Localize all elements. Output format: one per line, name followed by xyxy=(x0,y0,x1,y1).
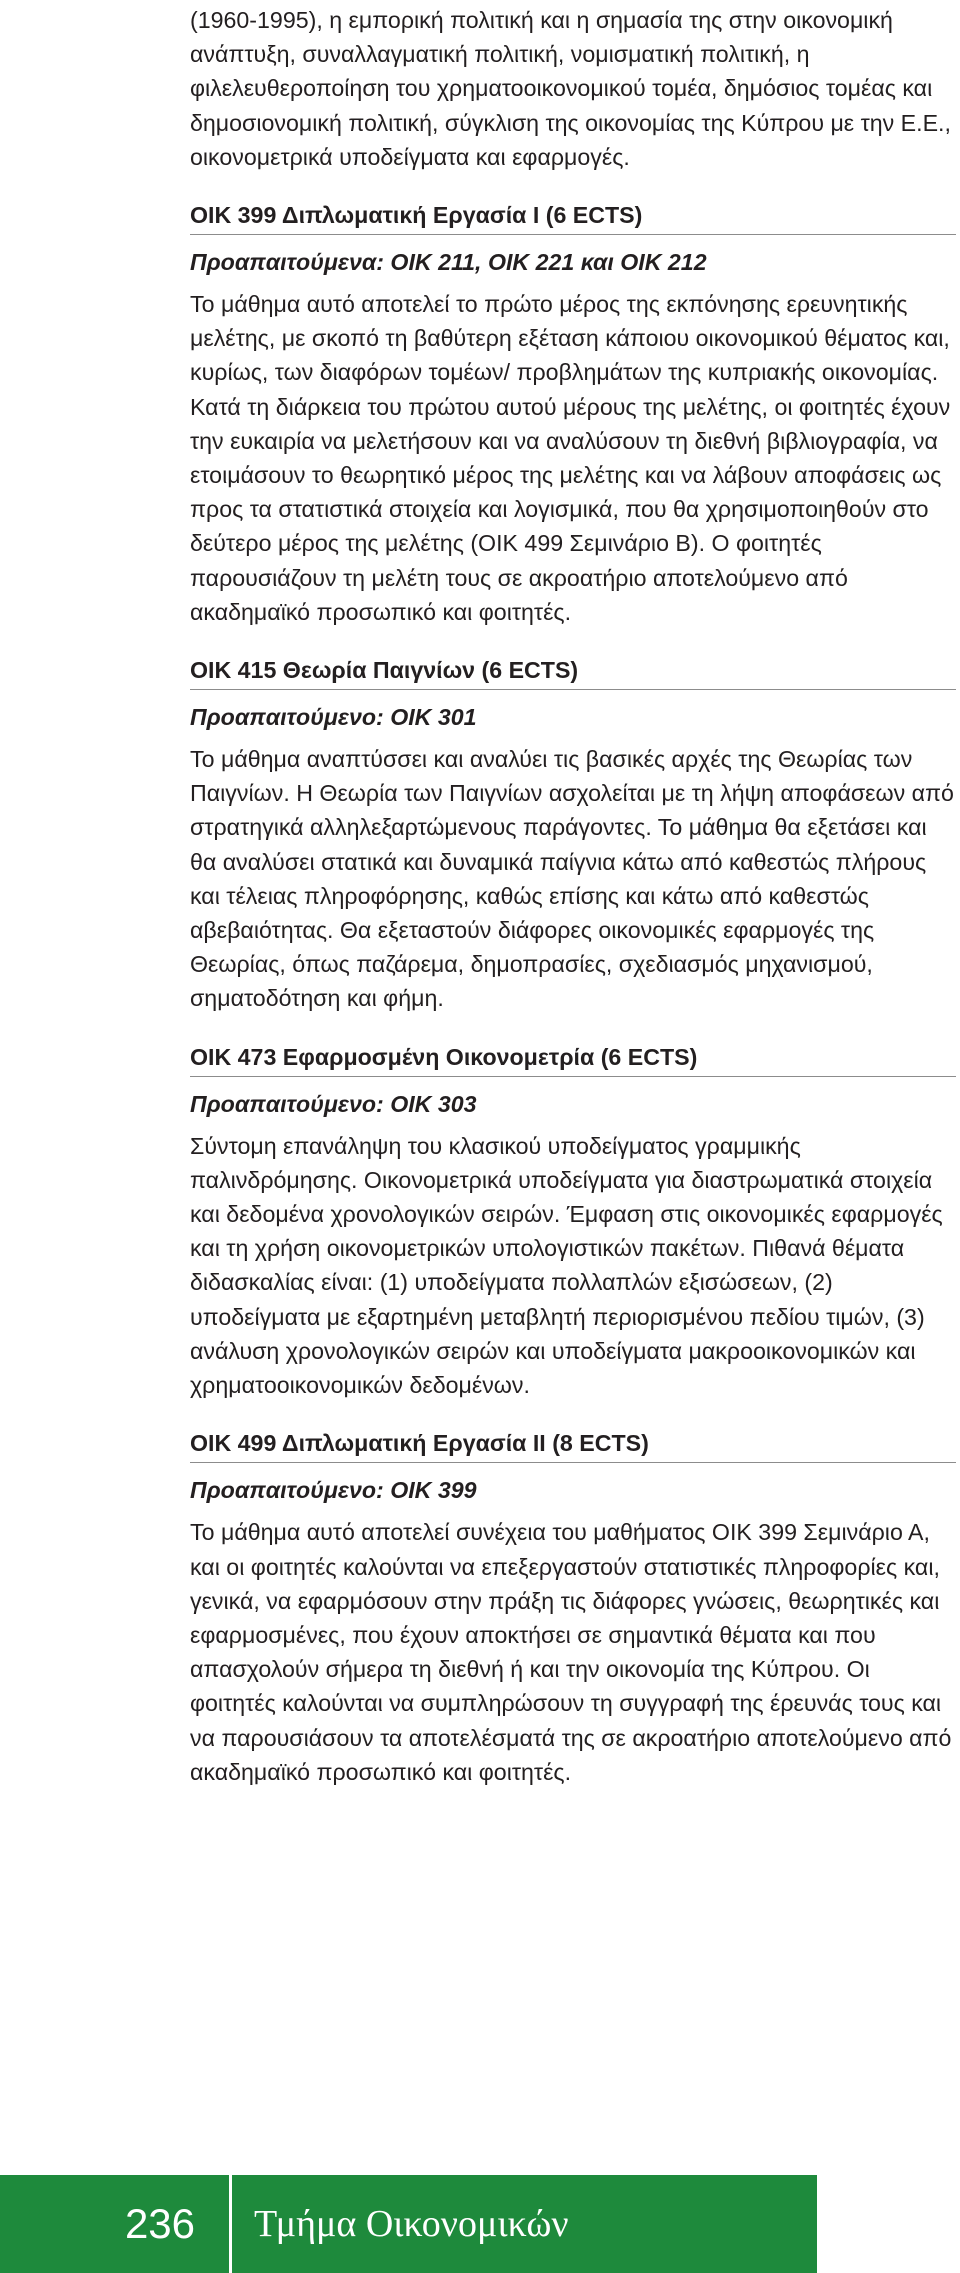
course-oik-415 xyxy=(190,655,956,1016)
course-description: Σύντομη επανάληψη του κλασικού υποδείγματος γραμμικής παλινδρόμησης. Οικονομετρικά υποδείγματα για διαστρωματικά στοιχεία και δεδομένα χρονολογικών σειρών. Έμφαση στις οικονομικές εφαρμογές και τη χρήση οικονομετρικών υπολογιστικών πακέτων. Πιθανά θέματα διδασκαλίας είναι: (1) υποδείγματα πολλαπλών εξισώσεων, (2) υποδείγματα με εξαρτημένη μεταβλητή περιορισμένου πεδίου τιμών, (3) ανάλυση χρονολογικών σειρών και υποδείγματα μακροοικονομικών και χρηματοοικονομικών δεδομένων. xyxy=(190,1132,943,1399)
course-title: ΟΙΚ 473 Εφαρμοσμένη Οικονομετρία (6 ECTS) xyxy=(190,1043,698,1070)
footer-divider xyxy=(229,2175,232,2273)
course-title: ΟΙΚ 415 Θεωρία Παιγνίων (6 ECTS) xyxy=(190,657,579,684)
course-description: Το μάθημα αναπτύσσει και αναλύει τις βασικές αρχές της Θεωρίας των Παιγνίων. Η Θεωρία των Παιγνίων ασχολείται με τη λήψη αποφάσεων από στρατηγικά αλληλεξαρτώμενους παράγοντες. Το μάθημα θα εξετάσει και θα αναλύσει στατικά και δυναμικά παίγνια κάτω από καθεστώς πλήρους και τέλειας πληροφόρησης, καθώς επίσης και κάτω από καθεστώς αβεβαιότητας. Θα εξεταστούν διάφορες οικονομικές εφαρμογές της Θεωρίας, όπως παζάρεμα, δημοπρασίες, σχεδιασμός μηχανισμού, σηματοδότηση και φήμη. xyxy=(190,746,954,1012)
course-oik-399 xyxy=(190,200,956,629)
course-prerequisites: Προαπαιτούμενο: ΟΙΚ 303 xyxy=(190,1090,477,1117)
course-oik-499 xyxy=(190,1428,956,1789)
course-oik-473 xyxy=(190,1042,956,1403)
course-prerequisites: Προαπαιτούμενο: ΟΙΚ 301 xyxy=(190,704,477,731)
intro-paragraph: (1960-1995), η εμπορική πολιτική και η σημασία της στην οικονομική ανάπτυξη, συναλλαγματική πολιτική, νομισματική πολιτική, η φιλελευθεροποίηση του χρηματοοικονομικού τομέα, δημόσιος τομέας και δημοσιονομική πολιτική, σύγκλιση της οικονομίας της Κύπρου με την Ε.Ε., οικονομετρικά υποδείγματα και εφαρμογές. xyxy=(190,7,951,170)
section-divider xyxy=(190,234,956,235)
course-prerequisites: Προαπαιτούμενα: ΟΙΚ 211, ΟΙΚ 221 και ΟΙΚ 212 xyxy=(190,249,707,276)
section-divider xyxy=(190,689,956,690)
section-divider xyxy=(190,1076,956,1077)
page-content xyxy=(190,0,956,1789)
course-description: Το μάθημα αυτό αποτελεί το πρώτο μέρος της εκπόνησης ερευνητικής μελέτης, με σκοπό τη βαθύτερη εξέταση κάποιου οικονομικού θέματος και, κυρίως, των διαφόρων τομέων/ προβλημάτων της κυπριακής οικονομίας. Κατά τη διάρκεια του πρώτου αυτού μέρους της μελέτης, οι φοιτητές έχουν την ευκαιρία να μελετήσουν και να αναλύσουν τη διεθνή βιβλιογραφία, να ετοιμάσουν το θεωρητικό μέρος της μελέτης και να λάβουν αποφάσεις ως προς τα στατιστικά στοιχεία και λογισμικά, που θα χρησιμοποιηθούν στο δεύτερο μέρος της μελέτης (ΟΙΚ 499 Σεμινάριο Β). Ο φοιτητές παρουσιάζουν τη μελέτη τους σε ακροατήριο αποτελούμενο από ακαδημαϊκό προσωπικό και φοιτητές. xyxy=(190,291,951,625)
course-title: ΟΙΚ 499 Διπλωματική Εργασία ΙΙ (8 ECTS) xyxy=(190,1430,649,1457)
section-divider xyxy=(190,1462,956,1463)
page-number: 236 xyxy=(124,2200,196,2247)
department-name: Τμήμα Οικονομικών xyxy=(254,2203,569,2245)
course-prerequisites: Προαπαιτούμενο: ΟΙΚ 399 xyxy=(190,1477,477,1504)
page-footer xyxy=(0,2175,817,2273)
course-title: ΟΙΚ 399 Διπλωματική Εργασία Ι (6 ECTS) xyxy=(190,202,643,229)
course-description: Το μάθημα αυτό αποτελεί συνέχεια του μαθήματος ΟΙΚ 399 Σεμινάριο Α, και οι φοιτητές καλούνται να επεξεργαστούν στατιστικές πληροφορίες και, γενικά, να εφαρμόσουν στην πράξη τις διάφορες γνώσεις, θεωρητικές και εφαρμοσμένες, που έχουν αποκτήσει σε σημαντικά θέματα και που απασχολούν σήμερα τη διεθνή ή και την οικονομία της Κύπρου. Οι φοιτητές καλούνται να συμπληρώσουν τη συγγραφή της έρευνάς τους και να παρουσιάσουν τα αποτελέσματά της σε ακροατήριο αποτελούμενο από ακαδημαϊκό προσωπικό και φοιτητές. xyxy=(190,1519,952,1785)
